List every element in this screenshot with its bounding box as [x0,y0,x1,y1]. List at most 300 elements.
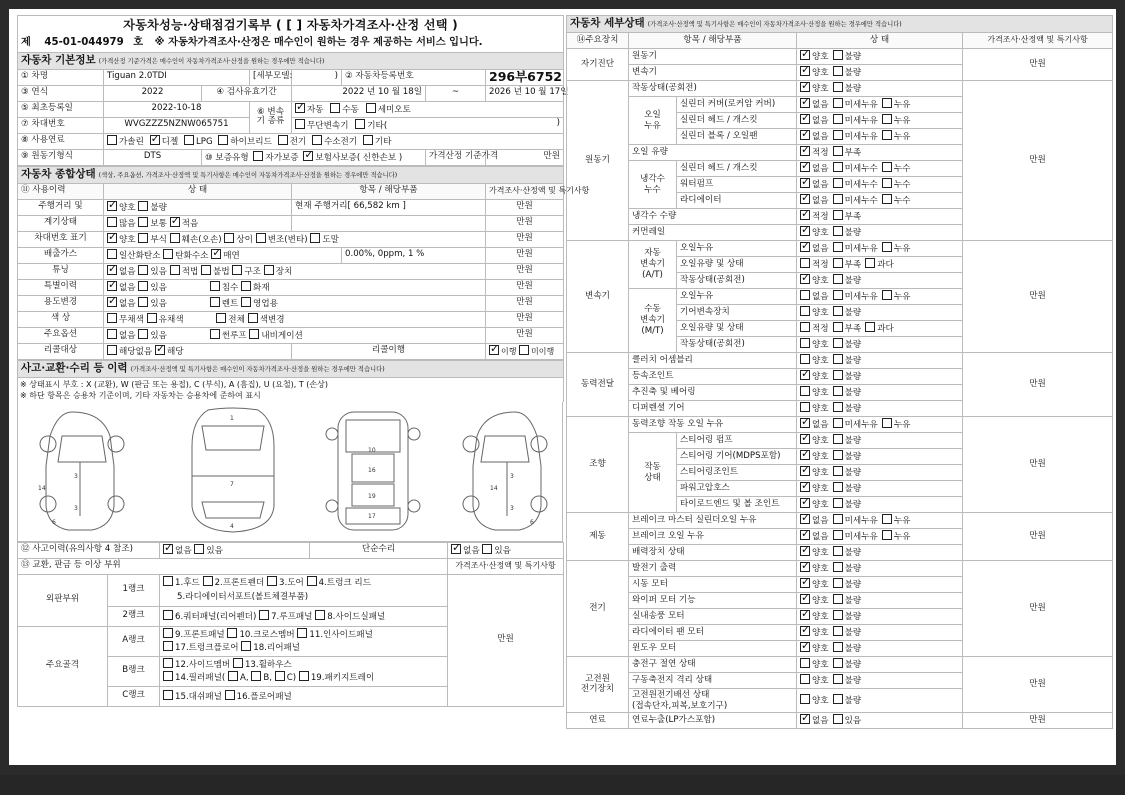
status-checkbox[interactable] [882,130,892,140]
mileage-good-checkbox[interactable] [107,201,117,211]
detail-status [797,385,963,401]
status-checkbox[interactable] [833,594,843,604]
part-dash-panel-checkbox[interactable] [163,690,173,700]
status-checkbox[interactable] [800,714,810,724]
usage-many-checkbox[interactable] [107,217,117,227]
part-quarter-panel-checkbox[interactable] [163,610,173,620]
fuel-gasoline-checkbox[interactable] [107,135,117,145]
status-checkbox[interactable] [800,482,810,492]
status-option-label: 불량 [844,696,862,707]
status-option-label: 불량 [844,484,862,495]
status-checkbox[interactable] [833,642,843,652]
status-checkbox[interactable] [833,98,843,108]
status-checkbox[interactable] [833,450,843,460]
status-checkbox[interactable] [800,546,810,556]
status-option-label: 양호 [812,228,829,239]
status-checkbox[interactable] [800,194,810,204]
status-checkbox[interactable] [833,66,843,76]
title-table [17,15,564,52]
sub-group-label: 수동 변속기 (M/T) [629,289,677,353]
vin-good-checkbox[interactable] [107,233,117,243]
device-group-label: 조향 [567,417,629,513]
status-checkbox[interactable] [833,82,843,92]
usechange-none-checkbox[interactable] [107,297,117,307]
status-checkbox[interactable] [800,642,810,652]
device-group-label: 변속기 [567,241,629,353]
detail-status [797,529,963,545]
trans-other-checkbox[interactable] [355,119,365,129]
detail-status [797,353,963,369]
part-cross-member-checkbox[interactable] [227,628,237,638]
detail-status [797,305,963,321]
fuel-electric-checkbox[interactable] [278,135,288,145]
status-option-label: 누유 [893,244,911,255]
status-checkbox[interactable] [833,274,843,284]
status-option-label: 양호 [812,500,829,511]
status-checkbox[interactable] [833,194,843,204]
status-checkbox[interactable] [833,210,843,220]
status-checkbox[interactable] [800,578,810,588]
usechange-rent-checkbox[interactable] [210,297,220,307]
status-option-label: 없음 [812,164,829,175]
tuning-yes-checkbox[interactable] [138,265,148,275]
vin-value: WVGZZZ5NZNW065751 [104,117,250,133]
status-option-label: 불량 [844,52,862,63]
price-note-cell: 만원 [963,713,1113,729]
status-checkbox[interactable] [800,66,810,76]
status-checkbox[interactable] [800,514,810,524]
status-checkbox[interactable] [833,290,843,300]
status-option-label: 미세누유 [844,132,878,143]
status-checkbox[interactable] [833,626,843,636]
status-checkbox[interactable] [882,98,892,108]
detail-status [797,593,963,609]
status-checkbox[interactable] [833,146,843,156]
part-pillar-panel-checkbox[interactable] [163,671,173,681]
status-option-label: 누수 [893,180,911,191]
status-checkbox[interactable] [800,418,810,428]
fuel-diesel-checkbox[interactable] [150,135,160,145]
detail-item: 스티어링 펌프 [677,433,797,449]
part-side-sill-checkbox[interactable] [315,610,325,620]
status-checkbox[interactable] [800,130,810,140]
status-checkbox[interactable] [800,530,810,540]
status-checkbox[interactable] [833,386,843,396]
status-checkbox[interactable] [800,322,810,332]
status-option-label: 불량 [844,228,862,239]
status-checkbox[interactable] [882,162,892,172]
tuning-legal-checkbox[interactable] [170,265,180,275]
special-yes-checkbox[interactable] [138,281,148,291]
status-checkbox[interactable] [882,178,892,188]
status-option-label: 미세누유 [844,100,878,111]
left-half [17,15,590,763]
part-roof-panel-checkbox[interactable] [259,610,269,620]
status-checkbox[interactable] [800,402,810,412]
tuning-device-checkbox[interactable] [264,265,274,275]
special-none-checkbox[interactable] [107,281,117,291]
part-inside-panel-checkbox[interactable] [297,628,307,638]
gas-hc-checkbox[interactable] [163,249,173,259]
status-option-label: 양호 [812,68,829,79]
part-front-fender-checkbox[interactable] [203,576,213,586]
repair-yes-checkbox[interactable] [482,544,492,554]
car-diagram-area [17,402,563,542]
status-checkbox[interactable] [800,370,810,380]
usechange-yes-checkbox[interactable] [138,297,148,307]
status-option-label: 미세누유 [844,532,878,543]
vehicle-note: ※ 하단 항목은 승용차 기준이며, 기타 자동차는 승용차에 준하여 표시 [20,390,261,400]
tuning-illegal-checkbox[interactable] [201,265,211,275]
status-checkbox[interactable] [800,50,810,60]
pillar-c-checkbox[interactable] [275,671,285,681]
status-checkbox[interactable] [800,626,810,636]
part-package-tray-checkbox[interactable] [299,671,309,681]
status-checkbox[interactable] [800,146,810,156]
detail-status [797,673,963,689]
special-flood-checkbox[interactable] [210,281,220,291]
trans-semi-checkbox[interactable] [366,103,376,113]
detail-status [797,545,963,561]
status-checkbox[interactable] [800,498,810,508]
status-checkbox[interactable] [833,498,843,508]
status-checkbox[interactable] [833,482,843,492]
detail-item: 발전기 출력 [629,561,797,577]
option-navi-checkbox[interactable] [249,329,259,339]
status-option-label: 양호 [812,644,829,655]
color-achromatic-checkbox[interactable] [107,313,117,323]
status-checkbox[interactable] [882,530,892,540]
vin-rust-checkbox[interactable] [138,233,148,243]
status-checkbox[interactable] [833,578,843,588]
status-checkbox[interactable] [833,402,843,412]
svg-text:3: 3 [510,504,514,512]
status-option-label: 양호 [812,52,829,63]
status-checkbox[interactable] [800,210,810,220]
detail-item: 오일유량 및 상태 [677,321,797,337]
option-sunroof-checkbox[interactable] [210,329,220,339]
status-checkbox[interactable] [833,338,843,348]
status-checkbox[interactable] [882,114,892,124]
sub-group-label: 오일 누유 [629,97,677,145]
warranty-insurance-checkbox[interactable] [303,151,313,161]
status-checkbox[interactable] [833,546,843,556]
status-checkbox[interactable] [800,114,810,124]
status-option-label: 불량 [844,340,862,351]
status-option-label: 누수 [893,164,911,175]
status-option-label: 양호 [812,308,829,319]
status-checkbox[interactable] [865,322,875,332]
overall-status-table: 자동차 종합상태 (색상, 주요옵션, 가격조사·산정액 및 특기사항은 매수인이 자동차가격조사·산정을 원하는 경우에만 적습니다) ⑪ 사용이력 상 태 항목 / 해당부품 가격조사·산정액 및 특기사항 주행거리 및 ✓ 양호 불량 현재 주행거리[ 66,582 km ] 만원 계기상태 많음 보통 ✓ 적음 만원 차대번호 표기 ✓ 양호 부식 훼손(오손) 상이 변조(변타) 도말 만원 배출가스 일산화탄소 탄화수소 ✓ 매연 0.00%, 0ppm, 1 % 만원 튜닝 ✓ 없음 있음 적법 불법 구조 장치 만원 특별이력 ✓ 없음 있음 침수 화재 만원 용도변경 ✓ 없음 있음 렌트 영업용 만원 색 상 무채색 유채색 전체 색변경 만원 주요옵션 없음 있음 썬루프 내비게이션 만원 리콜대상 해당없음 ✓ 해당 리콜이행 ✓ 이행 미이행 [17,166,564,360]
repair-none-checkbox[interactable] [451,544,461,554]
detail-body [567,49,1113,729]
detail-item: 동력조향 작동 오일 누유 [629,417,797,433]
status-checkbox[interactable] [833,658,843,668]
status-option-label: 없음 [812,100,829,111]
status-option-label: 양호 [812,84,829,95]
detail-status [797,625,963,641]
status-checkbox[interactable] [833,130,843,140]
detail-status [797,289,963,305]
price-basis-unit: 만원 [486,149,564,165]
option-none-checkbox[interactable] [107,329,117,339]
status-checkbox[interactable] [800,226,810,236]
tuning-none-checkbox[interactable] [107,265,117,275]
status-checkbox[interactable] [800,178,810,188]
usage-few-checkbox[interactable] [170,217,180,227]
status-checkbox[interactable] [833,370,843,380]
status-option-label: 불량 [844,628,862,639]
svg-text:1: 1 [230,414,234,422]
status-checkbox[interactable] [800,306,810,316]
status-option-label: 불량 [844,548,862,559]
detail-item: 원동기 [629,49,797,65]
part-floor-panel-checkbox[interactable] [225,690,235,700]
status-option-label: 누유 [893,132,911,143]
detail-item: 워터펌프 [677,177,797,193]
status-checkbox[interactable] [800,98,810,108]
status-option-label: 없음 [812,132,829,143]
detail-item: 오일누유 [677,241,797,257]
fuel-hydrogen-checkbox[interactable] [312,135,322,145]
fuel-hybrid-checkbox[interactable] [218,135,228,145]
color-full-checkbox[interactable] [216,313,226,323]
detail-item: 냉각수 수량 [629,209,797,225]
status-option-label: 불량 [844,452,862,463]
usechange-business-checkbox[interactable] [241,297,251,307]
status-checkbox[interactable] [833,226,843,236]
detail-item: 작동상태(공회전) [677,337,797,353]
usage-normal-checkbox[interactable] [138,217,148,227]
detail-item: 작동상태(공회전) [677,273,797,289]
status-checkbox[interactable] [833,354,843,364]
detail-status [797,689,963,713]
status-checkbox[interactable] [833,434,843,444]
status-checkbox[interactable] [800,610,810,620]
device-group-label: 고전원 전기장치 [567,657,629,713]
status-checkbox[interactable] [833,114,843,124]
tuning-structure-checkbox[interactable] [232,265,242,275]
accident-none-checkbox[interactable] [163,544,173,554]
recall-notdone-checkbox[interactable] [519,345,529,355]
status-checkbox[interactable] [800,354,810,364]
vin-damage-checkbox[interactable] [170,233,180,243]
status-option-label: 불량 [844,660,862,671]
detail-row [567,657,1113,673]
detail-status [797,449,963,465]
status-checkbox[interactable] [800,674,810,684]
status-checkbox[interactable] [800,450,810,460]
status-checkbox[interactable] [833,610,843,620]
status-option-label: 미세누유 [844,516,878,527]
status-checkbox[interactable] [865,258,875,268]
bottom-bar [0,775,1125,795]
svg-text:3: 3 [74,472,78,480]
gas-co-checkbox[interactable] [107,249,117,259]
detail-item: 실린더 커버(로커암 커버) [677,97,797,113]
detail-status [797,129,963,145]
detail-status [797,193,963,209]
status-checkbox[interactable] [800,466,810,476]
detail-status [797,321,963,337]
status-checkbox[interactable] [833,694,843,704]
status-checkbox[interactable] [800,258,810,268]
status-option-label: 불량 [844,596,862,607]
status-option-label: 없음 [812,180,829,191]
pillar-a-checkbox[interactable] [228,671,238,681]
detail-row [567,417,1113,433]
part-trunk-floor-checkbox[interactable] [163,641,173,651]
part-door-checkbox[interactable] [267,576,277,586]
status-checkbox[interactable] [882,290,892,300]
engine-value: DTS [104,149,202,165]
trans-auto-checkbox[interactable] [295,103,305,113]
detail-status [797,657,963,673]
status-option-label: 적정 [812,212,829,223]
status-checkbox[interactable] [800,658,810,668]
status-checkbox[interactable] [833,306,843,316]
detail-row [567,513,1113,529]
status-checkbox[interactable] [833,258,843,268]
registration-number: 296부6752 [486,69,564,85]
status-checkbox[interactable] [882,514,892,524]
vin-mismatch-checkbox[interactable] [224,233,234,243]
status-checkbox[interactable] [800,242,810,252]
status-option-label: 양호 [812,696,829,707]
sub-group-label: 자동 변속기 (A/T) [629,241,677,289]
detail-item: 커먼레일 [629,225,797,241]
status-checkbox[interactable] [833,322,843,332]
recall-none-checkbox[interactable] [107,345,117,355]
status-option-label: 불량 [844,468,862,479]
detail-item: 브레이크 마스터 실린더오일 누유 [629,513,797,529]
recall-yes-checkbox[interactable] [155,345,165,355]
detail-item: 작동상태(공회전) [629,81,797,97]
fuel-other-checkbox[interactable] [363,135,373,145]
option-yes-checkbox[interactable] [138,329,148,339]
status-checkbox[interactable] [800,434,810,444]
detail-status [797,81,963,97]
detail-item: 라디에이터 팬 모터 [629,625,797,641]
status-option-label: 양호 [812,612,829,623]
detail-status [797,209,963,225]
detail-status [797,561,963,577]
detail-status [797,241,963,257]
detail-status [797,49,963,65]
part-hood-checkbox[interactable] [163,576,173,586]
service-notice: ※ 자동차가격조사·산정은 매수인이 원하는 경우 제공하는 서비스 입니다. [154,37,483,49]
vin-painted-checkbox[interactable] [310,233,320,243]
detail-item: 타이로드엔드 및 볼 조인트 [677,497,797,513]
status-checkbox[interactable] [833,562,843,572]
status-checkbox[interactable] [833,50,843,60]
part-rear-panel-checkbox[interactable] [241,641,251,651]
status-option-label: 누유 [893,420,911,431]
detail-item: 오일 유량 [629,145,797,161]
gas-smoke-checkbox[interactable] [211,249,221,259]
part-side-member-checkbox[interactable] [163,658,173,668]
status-option-label: 불량 [844,276,862,287]
color-change-checkbox[interactable] [248,313,258,323]
part-trunk-lid-checkbox[interactable] [307,576,317,586]
status-checkbox[interactable] [882,194,892,204]
emission-values: 0.00%, 0ppm, 1 % [342,247,486,263]
status-option-label: 부족 [844,260,862,271]
mileage-bad-checkbox[interactable] [138,201,148,211]
detail-status-heading: 자동차 세부상태 (가격조사·산정액 및 특기사항은 매수인이 자동차가격조사·산정을 원하는 경우에만 적습니다) [567,16,1113,33]
status-option-label: 양호 [812,564,829,575]
vin-altered-checkbox[interactable] [256,233,266,243]
doc-no-label: 제 [21,37,31,49]
price-note-cell: 만원 [963,417,1113,513]
status-checkbox[interactable] [800,594,810,604]
detail-item: 스티어링 기어(MDPS포함) [677,449,797,465]
status-option-label: 불량 [844,404,862,415]
color-chromatic-checkbox[interactable] [147,313,157,323]
status-option-label: 없음 [812,196,829,207]
status-checkbox[interactable] [833,714,843,724]
part-wheel-house-checkbox[interactable] [233,658,243,668]
status-checkbox[interactable] [882,418,892,428]
status-checkbox[interactable] [833,162,843,172]
detail-status [797,97,963,113]
fuel-lpg-checkbox[interactable] [184,135,194,145]
status-checkbox[interactable] [833,466,843,476]
status-checkbox[interactable] [800,338,810,348]
status-checkbox[interactable] [833,514,843,524]
status-checkbox[interactable] [833,418,843,428]
trans-manual-checkbox[interactable] [330,103,340,113]
status-option-label: 양호 [812,452,829,463]
special-fire-checkbox[interactable] [241,281,251,291]
detail-item: 연료누출(LP가스포함) [629,713,797,729]
status-checkbox[interactable] [800,274,810,284]
status-checkbox[interactable] [800,290,810,300]
status-option-label: 불량 [844,500,862,511]
status-option-label: 미세누유 [844,116,878,127]
status-checkbox[interactable] [800,694,810,704]
status-option-label: 양호 [812,356,829,367]
svg-text:14: 14 [38,484,46,492]
warranty-self-checkbox[interactable] [253,151,263,161]
pillar-b-checkbox[interactable] [251,671,261,681]
status-checkbox[interactable] [800,82,810,92]
status-option-label: 없음 [812,532,829,543]
status-checkbox[interactable] [833,530,843,540]
detail-status-table: 자동차 세부상태 (가격조사·산정액 및 특기사항은 매수인이 자동차가격조사·산정을 원하는 경우에만 적습니다) ⑭주요장치 항목 / 해당부품 상 태 가격조사·산정액 및 특기사항 자기진단 원동기 ✓ 양호 불량 만원 변속기 ✓ 양호 불량 원동기 작동상태(공회전) ✓ 양호 불량 만원 오일 누유 실린더 커버(로커암 커버) ✓ 없음 미세누유 누유 실린더 헤드 / 개스킷 ✓ 없음 미세누유 누유 실린더 블록 / 오일팬 ✓ 없음 미세누유 누유 오일 유량 ✓ 적정 부족 냉각수 누수 실린더 헤드 / 개스킷 ✓ 없음 미세누수 누수 워터펌프 ✓ 없음 미세누수 누수 라디에이터 ✓ 없음 미세누수 누수 냉각수 수량 ✓ 적정 부족 커먼레일 ✓ 양호 불량 변속기 자동 변속기 (A/T) 오일누유 ✓ 없음 미세누유 누유 만원 오일유량 및 상태 적정 부족 과다 작동상태(공회전) ✓ 양호 불량 수동 변속기 (M/T) 오일누유 없음 미세누유 누유 기어변속장치 양호 불량 오일유량 및 상태 적정 부족 과다 작동상태(공회전) 양호 불량 동력전달 클러치 어셈블리 양호 불량 만원 등속조인트 ✓ 양호 불량 추진축 및 베어링 양호 불량 디퍼렌셜 기어 양호 불량 조향 동력조향 작동 오일 누유 ✓ 없음 미세누유 누유 만원 작동 상태 스티어링 펌프 ✓ 양호 불량 스티어링 기어(MDPS포함) ✓ 양호 불량 스티어링조인트 ✓ 양호 불량 파워고압호스 ✓ 양호 불량 타이로드엔드 및 볼 조인트 ✓ 양호 불량 제동 브레이크 마스터 실린더오일 누유 ✓ 없음 미세누유 누유 만원 브레이크 오일 누유 ✓ 없음 미세누유 누유 배력장치 상태 ✓ 양호 불량 전기 발전기 출력 ✓ 양호 불량 만원 시동 모터 ✓ 양호 불량 와이퍼 모터 기능 ✓ 양호 불량 실내송풍 모터 ✓ 양호 불량 라디에이터 팬 모터 ✓ 양호 불량 윈도우 모터 ✓ 양호 불량 고전원 전기장치 충전구 절연 상태 양호 불량 만원 구동축전지 격리 상태 양호 불량 고전원전기배선 상태 (접속단자,피복,보호기구) 양호 불량 연료 연료누출(LP가스포함) ✓ 없음 있음 만원 [566,15,1113,729]
status-checkbox[interactable] [882,242,892,252]
detail-status [797,577,963,593]
detail-item: 실린더 헤드 / 개스킷 [677,113,797,129]
status-checkbox[interactable] [800,562,810,572]
status-checkbox[interactable] [833,674,843,684]
vin-label: ⑦ 차대번호 [18,117,104,133]
status-checkbox[interactable] [800,386,810,396]
detail-status [797,257,963,273]
status-checkbox[interactable] [800,162,810,172]
price-basis-label: 가격산정 기준가격 [426,149,486,165]
detail-item: 구동축전지 격리 상태 [629,673,797,689]
accident-yes-checkbox[interactable] [194,544,204,554]
status-option-label: 불량 [844,308,862,319]
trans-cvt-checkbox[interactable] [295,119,305,129]
recall-done-checkbox[interactable] [489,345,499,355]
detail-item: 스티어링조인트 [677,465,797,481]
status-option-label: 없음 [812,516,829,527]
status-checkbox[interactable] [833,178,843,188]
status-checkbox[interactable] [833,242,843,252]
part-front-panel-checkbox[interactable] [163,628,173,638]
